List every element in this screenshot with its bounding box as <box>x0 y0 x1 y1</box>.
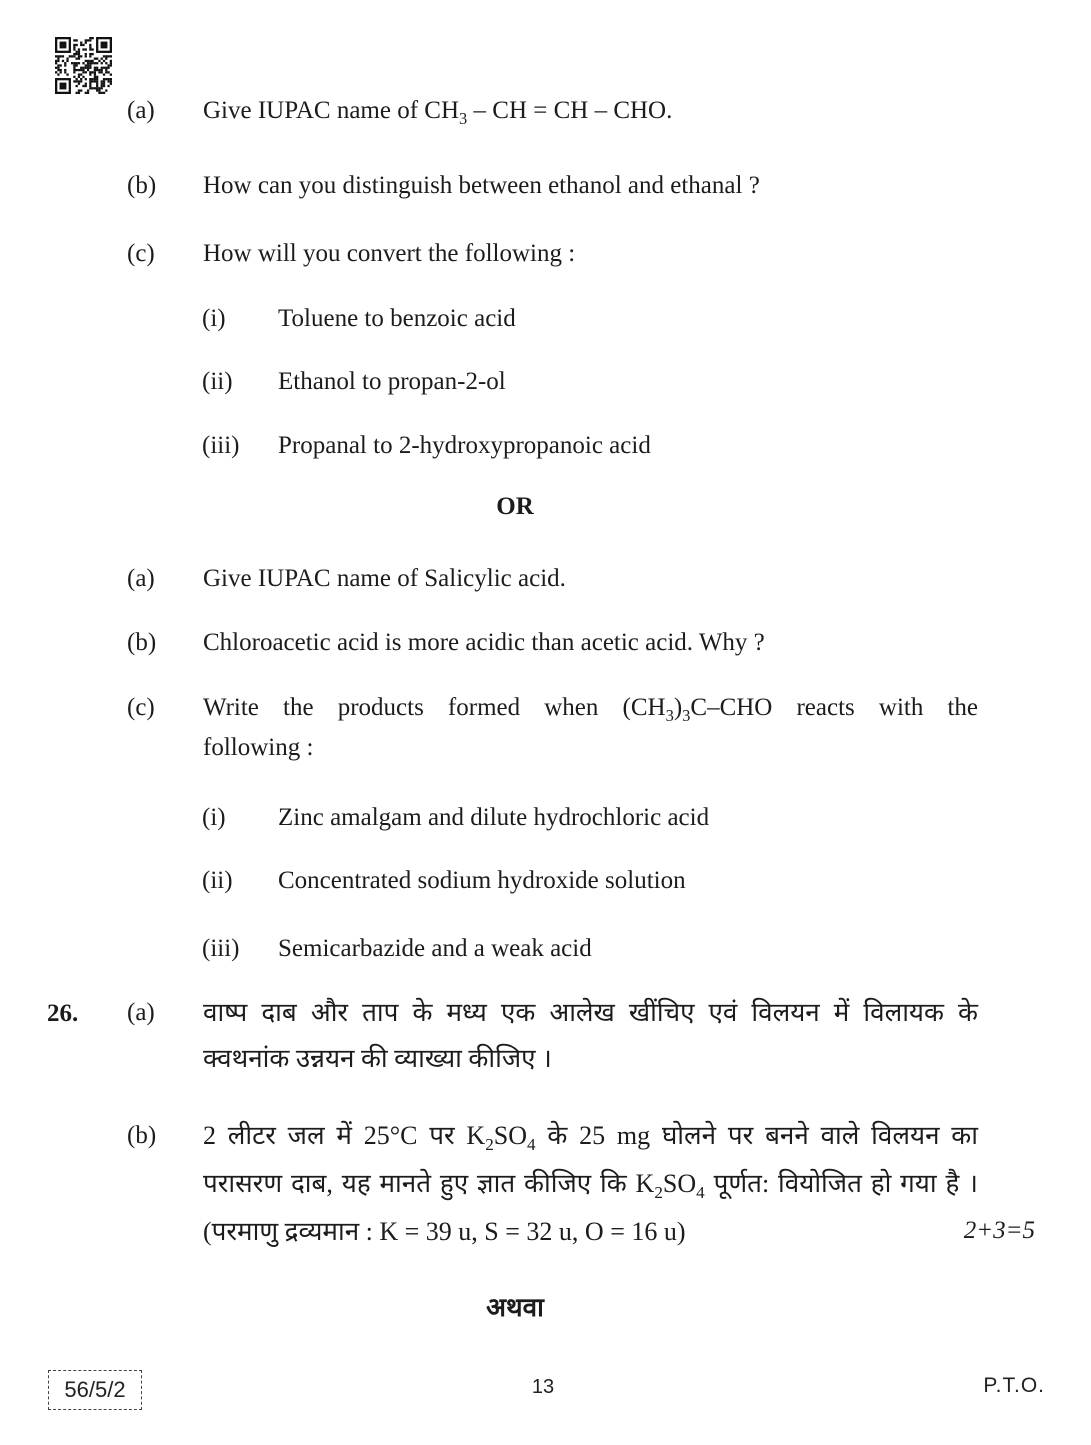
part-label: (b) <box>127 1122 157 1149</box>
subpart-label: (iii) <box>202 935 240 962</box>
or-heading-hindi: अथवा <box>486 1292 544 1322</box>
marks-value: 2+3=5 <box>963 1217 1035 1244</box>
part-text: How can you distinguish between ethanol and ethanal ? <box>203 172 760 199</box>
subpart-text: Propanal to 2-hydroxypropanoic acid <box>278 432 651 459</box>
alt-part-a <box>127 563 566 594</box>
paper-code-box <box>48 1370 142 1410</box>
subpart-label: (ii) <box>202 867 233 894</box>
question-number: 26. <box>47 1000 79 1027</box>
conversion-item-i <box>202 303 516 334</box>
part-text: Give IUPAC name of Salicylic acid. <box>203 565 566 592</box>
or-heading: OR <box>496 493 534 520</box>
q26b-line3: (परमाणु द्रव्यमान : K = 39 u, S = 32 u, O = 16 u) <box>203 1217 686 1246</box>
subpart-label: (i) <box>202 305 226 332</box>
part-label: (a) <box>127 999 155 1026</box>
part-text: Chloroacetic acid is more acidic than acetic acid. Why ? <box>203 629 765 656</box>
q26-part-a <box>127 990 978 1082</box>
conversion-item-ii <box>202 366 506 397</box>
part-text <box>203 990 978 1082</box>
part-text-line2: following : <box>203 734 314 761</box>
question-part-a <box>127 95 672 126</box>
question-part-c <box>127 238 575 269</box>
pto-label: P.T.O. <box>983 1374 1045 1397</box>
conversion-item-iii <box>202 430 651 461</box>
part-label: (c) <box>127 694 155 721</box>
subpart-text: Zinc amalgam and dilute hydrochloric acid <box>278 804 710 831</box>
part-label: (a) <box>127 565 155 592</box>
reactant-item-ii <box>202 865 686 896</box>
part-label: (b) <box>127 172 157 199</box>
subpart-label: (iii) <box>202 432 240 459</box>
part-label: (a) <box>127 97 155 124</box>
q26a-line1: वाष्प दाब और ताप के मध्य एक आलेख खींचिए एवं विलयन में विलायक के <box>203 998 978 1027</box>
part-label: (c) <box>127 240 155 267</box>
q26b-line2: परासरण दाब, यह मानते हुए ज्ञात कीजिए कि $K_2SO_4$ पूर्णत: वियोजित हो गया है । <box>203 1169 978 1203</box>
subpart-label: (i) <box>202 804 226 831</box>
alt-part-b <box>127 627 765 658</box>
q26a-line2: क्वथनांक उन्नयन की व्याख्या कीजिए । <box>203 1044 552 1073</box>
reactant-item-iii <box>202 933 592 964</box>
part-text: How will you convert the following : <box>203 240 576 267</box>
subpart-text: Semicarbazide and a weak acid <box>278 935 592 962</box>
subpart-text: Toluene to benzoic acid <box>278 305 516 332</box>
part-text <box>203 688 978 768</box>
page-number: 13 <box>531 1376 555 1398</box>
paper-code: 56/5/2 <box>64 1377 126 1402</box>
subpart-text: Ethanol to propan-2-ol <box>278 368 506 395</box>
part-text: Give IUPAC name of $CH_3$ – CH = CH – CHO. <box>203 97 673 128</box>
question-part-b <box>127 170 760 201</box>
subpart-label: (ii) <box>202 368 233 395</box>
qr-code <box>55 37 112 94</box>
alt-part-c <box>127 688 978 768</box>
part-label: (b) <box>127 629 157 656</box>
reactant-item-i <box>202 802 709 833</box>
part-text-line1: Write the products formed when $(CH_3)_3C$–CHO reacts with the <box>203 694 978 725</box>
subpart-text: Concentrated sodium hydroxide solution <box>278 867 686 894</box>
q26b-line1: 2 लीटर जल में 25°C पर $K_2SO_4$ के 25 mg घोलने पर बनने वाले विलयन का <box>203 1121 978 1155</box>
